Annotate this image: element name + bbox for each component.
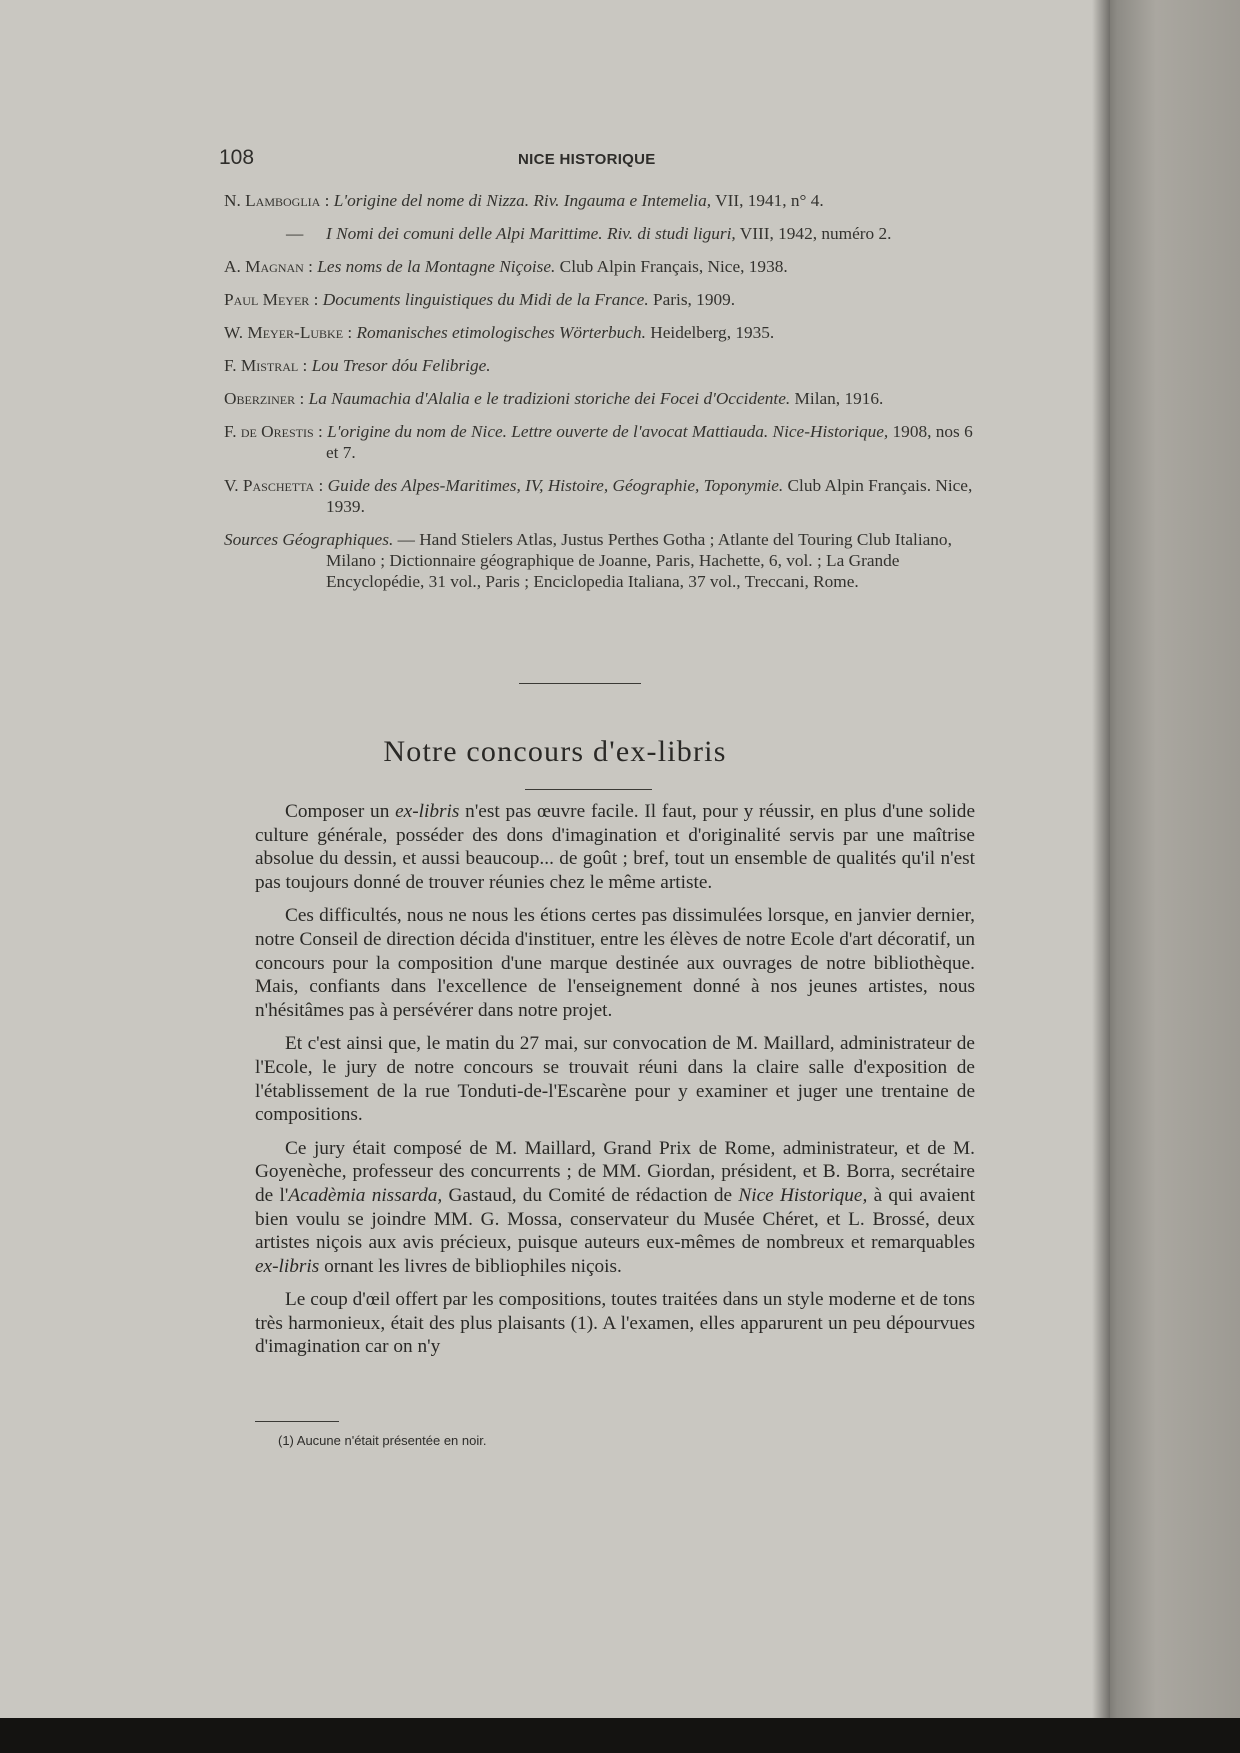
ditto-dash: — bbox=[286, 224, 304, 243]
bibliography-entry bbox=[224, 388, 974, 409]
bibliography-entry bbox=[224, 529, 974, 592]
bib-details: — Hand Stielers Atlas, Justus Perthes Gotha ; Atlante del Touring Club Italiano, Milano ; Dictionnaire géographique de Joanne, Paris, Hachette, 6, vol. ; La Grande Encyclopédie, 31 vol., Paris ; Enciclopedia Italiana, 37 vol., Treccani, Rome. bbox=[326, 530, 952, 591]
title-underline bbox=[525, 789, 652, 790]
bib-details: 1908, nos 6 et 7. bbox=[326, 422, 973, 462]
paragraph bbox=[255, 904, 975, 1022]
bibliography-entry bbox=[224, 289, 974, 310]
bib-details: VII, 1941, n° 4. bbox=[711, 191, 824, 210]
bib-separator: : bbox=[303, 257, 318, 276]
footnote: (1) Aucune n'était présentée en noir. bbox=[278, 1433, 487, 1448]
bib-author: A. Magnan bbox=[224, 257, 304, 276]
bibliography-entry bbox=[224, 322, 974, 343]
bib-title: Sources Géographiques. bbox=[224, 530, 394, 549]
bib-title: Guide des Alpes-Maritimes, IV, Histoire, Géographie, Toponymie. bbox=[327, 476, 784, 495]
italic-run: ex-libris bbox=[255, 1255, 320, 1277]
bib-details: Club Alpin Français, Nice, 1938. bbox=[555, 257, 788, 276]
bibliography-entry bbox=[224, 475, 974, 517]
bib-author: N. Lamboglia bbox=[224, 191, 321, 210]
paragraph bbox=[255, 1137, 975, 1279]
text-run: Ces difficultés, nous ne nous les étions certes pas dissimulées lorsque, en janvier dernier, notre Conseil de direction décida d'instituer, entre les élèves de notre Ecole d'art décoratif, un concours pour la composition d'une marque destinée aux ouvrages de notre bibliothèque. Mais, confiants dans l'excellence de l'enseignement donné à nos jeunes artistes, nous n'hésitâmes pas à persévérer dans notre projet. bbox=[255, 905, 975, 1021]
bib-title: Les noms de la Montagne Niçoise. bbox=[317, 257, 556, 276]
bibliography-list bbox=[224, 190, 974, 604]
bib-title: L'origine del nome di Nizza. Riv. Ingauma e Intemelia, bbox=[333, 191, 712, 210]
bib-title: Lou Tresor dóu Felibrige. bbox=[311, 356, 491, 375]
text-run: Et c'est ainsi que, le matin du 27 mai, sur convocation de M. Maillard, administrateur de l'Ecole, le jury de notre concours se trouvait réuni dans la claire salle d'exposition de l'établissement de la rue Tonduti-de-l'Escarène pour y examiner et juger une trentaine de compositions. bbox=[255, 1033, 975, 1126]
running-title: NICE HISTORIQUE bbox=[518, 151, 656, 168]
bib-separator: : bbox=[343, 323, 357, 342]
bib-title: L'origine du nom de Nice. Lettre ouverte de l'avocat Mattiauda. Nice-Historique, bbox=[327, 422, 889, 441]
text-run: Le coup d'œil offert par les compositions, toutes traitées dans un style moderne et de tons très harmonieux, était des plus plaisants (1). A l'examen, elles apparurent un peu dépourvues d'imagination car on n'y bbox=[255, 1289, 975, 1358]
bib-author: Paul Meyer bbox=[224, 290, 310, 309]
bib-details: Milan, 1916. bbox=[790, 389, 884, 408]
bibliography-entry bbox=[224, 190, 974, 211]
bib-separator: : bbox=[309, 290, 323, 309]
bib-details: VIII, 1942, numéro 2. bbox=[735, 224, 892, 243]
italic-run: Nice Historique, bbox=[738, 1184, 868, 1206]
bibliography-entry bbox=[224, 421, 974, 463]
bib-separator: : bbox=[298, 356, 312, 375]
paragraph bbox=[255, 800, 975, 894]
scanner-edge bbox=[0, 1718, 1240, 1753]
paragraph bbox=[255, 1032, 975, 1126]
bib-separator: : bbox=[320, 191, 334, 210]
bibliography-entry bbox=[224, 223, 974, 244]
bibliography-entry bbox=[224, 256, 974, 277]
bib-details: Heidelberg, 1935. bbox=[645, 323, 775, 342]
italic-run: ex-libris bbox=[395, 801, 460, 822]
section-divider bbox=[519, 683, 641, 684]
footnote-rule bbox=[255, 1421, 339, 1422]
text-run: Composer un bbox=[285, 801, 396, 822]
page-number: 108 bbox=[219, 146, 255, 169]
bib-separator: : bbox=[314, 476, 328, 495]
bib-author: W. Meyer-Lubke bbox=[224, 323, 344, 342]
bib-author: V. Paschetta bbox=[224, 476, 315, 495]
text-run: à qui avaient bien voulu se joindre MM. G. Mossa, conservateur du Musée Chéret, et L. Brossé, deux artistes niçois aux avis précieux, puisque auteurs eux-mêmes de nombreux et remarquables bbox=[255, 1184, 975, 1254]
bib-title: Romanisches etimologisches Wörterbuch. bbox=[356, 323, 646, 342]
bib-author: F. Mistral bbox=[224, 356, 299, 375]
bib-details: Paris, 1909. bbox=[648, 290, 736, 309]
text-run: Ce jury était composé de M. Maillard, Grand Prix de Rome, administrateur, et de M. Goyenèche, professeur des concurrents ; de MM. Giordan, président, et B. Borra, secrétaire de l' bbox=[255, 1137, 975, 1206]
bib-author: Oberziner bbox=[224, 389, 296, 408]
text-run: n'est pas œuvre facile. Il faut, pour y réussir, en plus d'une solide culture générale, posséder des dons d'imagination et d'originalité servis par une maîtrise absolue du dessin, et aussi beaucoup... de goût ; bref, tout un ensemble de qualités qu'il n'est pas toujours donné de trouver réunies chez le même artiste. bbox=[255, 801, 976, 893]
page-gutter-shadow bbox=[1092, 0, 1110, 1718]
adjacent-page-edge bbox=[1100, 0, 1240, 1753]
bib-separator: : bbox=[295, 389, 309, 408]
article-body bbox=[255, 800, 975, 1369]
bibliography-entry bbox=[224, 355, 974, 376]
section-title: Notre concours d'ex-libris bbox=[383, 735, 727, 768]
italic-run: Acadèmia nissarda, bbox=[288, 1184, 443, 1206]
text-run: ornant les livres de bibliophiles niçois. bbox=[319, 1255, 622, 1277]
bib-title: Documents linguistiques du Midi de la France. bbox=[322, 290, 649, 309]
bib-title: La Naumachia d'Alalia e le tradizioni storiche dei Focei d'Occidente. bbox=[308, 389, 791, 408]
bib-author: F. de Orestis bbox=[224, 422, 314, 441]
bib-title: I Nomi dei comuni delle Alpi Marittime. Riv. di studi liguri, bbox=[326, 224, 736, 243]
bib-separator: : bbox=[313, 422, 328, 441]
paragraph bbox=[255, 1288, 975, 1359]
bib-details: Club Alpin Français. Nice, 1939. bbox=[326, 476, 973, 516]
page-header bbox=[0, 146, 1110, 174]
text-run: Gastaud, du Comité de rédaction de bbox=[442, 1184, 739, 1206]
